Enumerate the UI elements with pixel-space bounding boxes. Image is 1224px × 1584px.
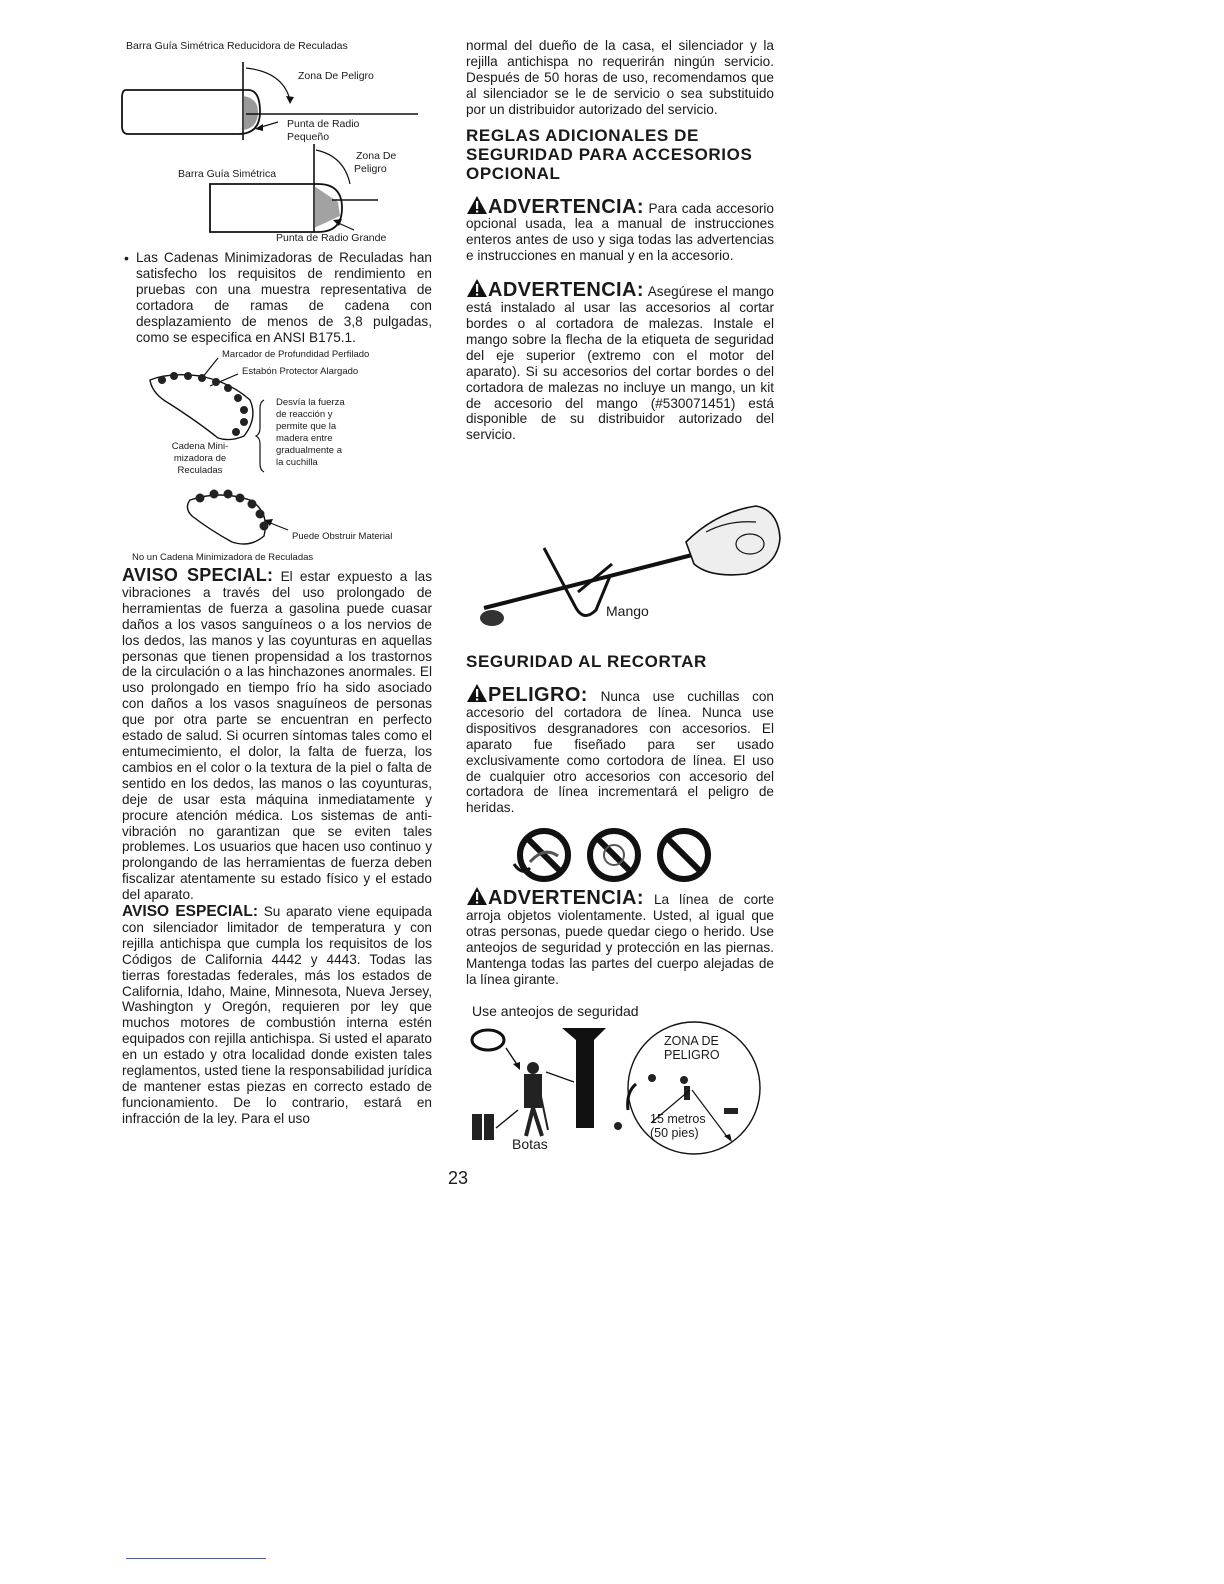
advertencia-1-word: ADVERTENCIA: bbox=[488, 195, 644, 218]
no-knife-icon bbox=[590, 831, 638, 879]
aviso-especial-lead: AVISO ESPECIAL: bbox=[122, 903, 258, 921]
advertencia-1-paragraph: ADVERTENCIA: Para cada accesorio opcional usada, lea a manual de instrucciones enteros antes de uso y siga todas las advertencias e instrucciones en manual y en la accesorio. bbox=[466, 195, 774, 264]
puede-obstruir-label: Puede Obstruir Material bbox=[292, 531, 393, 542]
zona-peligro-label-2: Zona De Peligro bbox=[354, 150, 397, 175]
bullet-chain-text: Las Cadenas Minimizadoras de Reculadas han satisfecho los requisitos de rendimiento en pruebas con una muestra representativa de cortadora de ramas de cadena con desplazamiento de menos de 3,8 pulgadas, como se especifica en ANSI B175.1. bbox=[136, 250, 432, 345]
bars-figure-title: Barra Guía Simétrica Reducidora de Reculadas bbox=[126, 40, 348, 52]
cadena-mini-label: Cadena Mini- mizadora de Reculadas bbox=[171, 441, 229, 476]
section-seguridad-title: SEGURIDAD AL RECORTAR bbox=[466, 652, 707, 671]
no-disc-icon bbox=[660, 831, 708, 879]
warning-icon bbox=[466, 886, 488, 906]
bullet-dot: • bbox=[124, 250, 129, 266]
aviso-especial-paragraph: AVISO ESPECIAL: Su aparato viene equipada con silenciador limitador de temperatura y con rejilla antichispa que cumpla los requisitos de los Códigos de California 4442 y 4443. Todas las tierras forestadas federales, más los estados de California, Idaho, Maine, Minnesota, Nueva Jersey, Washington y Oregón, requieren por ley que muchos motores de combustión interna estén equipados con rejilla antichispa. Si usted el aparato en un estado y otra localidad donde existen tales reglamentos, usted tiene la responsabilidad jurídica de mantener estas piezas en correcto estado de funcionamiento. De lo contrario, estará en infracción de la ley. Para el uso bbox=[122, 903, 432, 1126]
botas-label: Botas bbox=[512, 1136, 548, 1152]
punta-radio-pequeno-label: Punta de Radio Pequeño bbox=[287, 118, 360, 143]
peligro-word: PELIGRO: bbox=[488, 684, 588, 706]
zona-peligro-label-1: Zona De Peligro bbox=[298, 70, 374, 82]
barra-simetrica-label: Barra Guía Simétrica bbox=[178, 168, 277, 180]
punta-radio-grande-label: Punta de Radio Grande bbox=[276, 232, 387, 244]
bullet-item bbox=[122, 250, 432, 345]
aviso-special-lead: AVISO SPECIAL: bbox=[122, 565, 274, 585]
eslabon-label: Estabón Protector Alargado bbox=[242, 366, 359, 377]
right-column bbox=[466, 38, 774, 443]
desvia-label: Desvía la fuerza de reacción y permite que la madera entre gradualmente a la cuchilla bbox=[276, 397, 345, 468]
prohibition-icons bbox=[510, 824, 720, 886]
advertencia-2-word: ADVERTENCIA: bbox=[488, 279, 644, 302]
mango-label: Mango bbox=[606, 603, 649, 619]
peligro-paragraph: PELIGRO: Nunca use cuchillas con accesorio del cortadora de línea. Nunca use dispositivos desgranadores con accesorios. El aparato fue fiseñado para ser usado exclusivamente como cortodora de línea. El uso de cualquier otro accesorios con accesorio del cortadora de línea incrementará el peligro de heridas. bbox=[466, 684, 774, 816]
no-blade-icon bbox=[514, 831, 568, 879]
trimmer-handle-illustration bbox=[466, 492, 784, 642]
no-cadena-label: No un Cadena Minimizadora de Reculadas bbox=[132, 552, 314, 563]
aviso-special-paragraph: AVISO SPECIAL: El estar expuesto a las vibraciones a través del uso prolongado de herramientas de fuerza a gasolina puede cuasar daños a los vasos sanguíneos o a los nervios de los dedos, las manos y las coyunturas en aquellas personas que tienen propensidad a los trastornos de la circulación o a las hinchazones anormales. El uso prolongado en tiempo frío ha sido asociado con daños a los vasos snaguíneos de personas que por otra parte se encuentran en perfecto estado de salud. Si ocurren síntomas tales como el entumecimiento, el dolor, la falta de fuerza, los cambios en el color o la textura de la piel o falta de sentido en los dedos, las manos o las coyunturas, deje de usar esta máquina inmediatamente y procure atención médica. Los sistemas de anti-vibración no garantizan que se eviten tales problemes. Los usuarios que hacen uso continuo y prolongando de las herramientas de fuerza deben fiscalizar atentamente su estado físico y el estado del aparato. bbox=[122, 565, 432, 903]
right-column-lower bbox=[466, 652, 774, 816]
section-reglas-title: REGLAS ADICIONALES DE SEGURIDAD PARA ACCESORIOS OPCIONAL bbox=[466, 125, 753, 183]
marcador-label: Marcador de Profundidad Perfilado bbox=[222, 349, 370, 360]
advertencia-3-paragraph: ADVERTENCIA: La línea de corte arroja objetos violentamente. Usted, al igual que otras personas, puede quedar ciego o herido. Use anteojos de seguridad y protección en las piernas. Mantenga todas las partes del cuerpo alejadas de la línea girante. bbox=[466, 887, 774, 987]
warning-icon bbox=[466, 278, 488, 298]
anteojos-label: Use anteojos de seguridad bbox=[472, 1003, 639, 1019]
left-column bbox=[122, 565, 432, 1127]
advertencia-2-paragraph: ADVERTENCIA: Asegúrese el mango está instalado al usar las accesorios al cortar bordes o al cortadora de malezas. Instale el mango sobre la flecha de la etiqueta de seguridad del eje superior (extremo con el motor del aparato). Si su accesorios del cortar bordes o del cortadora de malezas no incluye un mango, un kit de accesorio del mango (#530071451) está disponible de su distribuidor autorizado del servicio. bbox=[466, 279, 774, 443]
zona-peligro-label-3: ZONA DE PELIGRO bbox=[664, 1034, 720, 1062]
right-intro: normal del dueño de la casa, el silenciador y la rejilla antichispa no requerirán ningún servicio. Después de 50 horas de uso, recomendamos que al silenciador se le de servicio o sea substituido por un distribuidor autorizado del servicio. bbox=[466, 38, 774, 117]
page-number: 23 bbox=[448, 1168, 469, 1188]
footer-rule bbox=[126, 1558, 266, 1559]
metros-label: 15 metros (50 pies) bbox=[650, 1112, 706, 1140]
warning-icon bbox=[466, 683, 488, 703]
advertencia-3-block bbox=[466, 886, 774, 987]
warning-icon bbox=[466, 195, 488, 215]
advertencia-3-word: ADVERTENCIA: bbox=[488, 887, 644, 909]
